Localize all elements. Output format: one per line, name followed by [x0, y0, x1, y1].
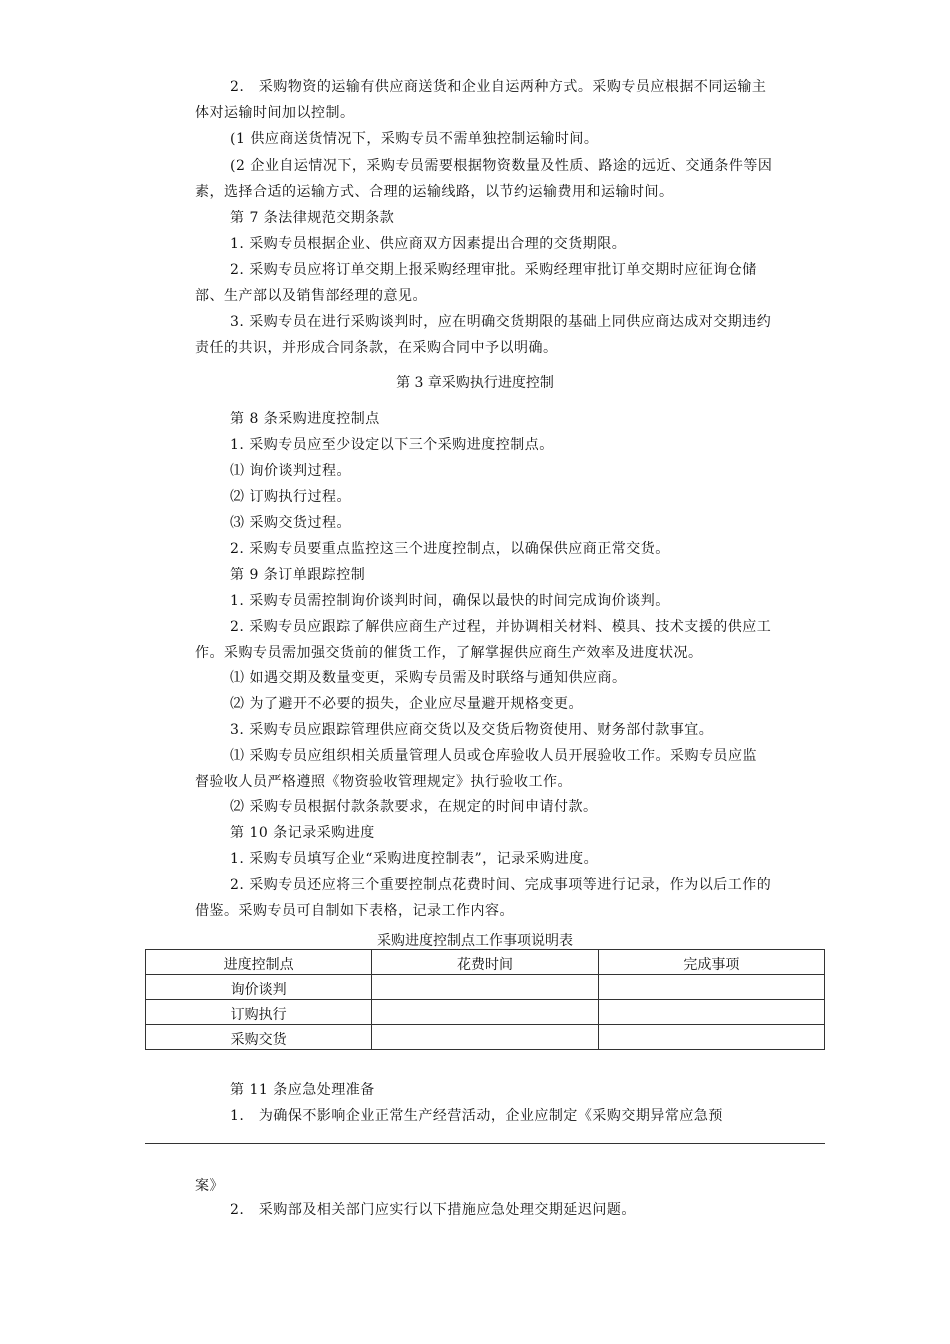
text-line: 3. 采购专员应跟踪管理供应商交货以及交货后物资使用、财务部付款事宜。	[230, 722, 714, 738]
text-line: 体对运输时间加以控制。	[195, 105, 355, 121]
table-cell	[598, 1000, 824, 1025]
text-line: ⑵ 为了避开不必要的损失，企业应尽量避开规格变更。	[230, 696, 583, 712]
text-line: 作。采购专员需加强交货前的催货工作，了解掌握供应商生产效率及进度状况。	[195, 645, 703, 661]
text-line: ⑵ 订购执行过程。	[230, 489, 351, 505]
text-line: 1. 为确保不影响企业正常生产经营活动，企业应制定《采购交期异常应急预	[230, 1108, 723, 1124]
page-divider	[145, 1143, 825, 1144]
text-line: 2. 采购专员要重点监控这三个进度控制点，以确保供应商正常交货。	[230, 541, 670, 557]
table-header-row	[146, 950, 825, 975]
text-line: 2. 采购专员还应将三个重要控制点花费时间、完成事项等进行记录，作为以后工作的	[230, 877, 772, 893]
table-header-cell: 完成事项	[598, 950, 824, 975]
table-row	[146, 1000, 825, 1025]
text-line: 2. 采购专员应跟踪了解供应商生产过程，并协调相关材料、模具、技术支援的供应工	[230, 619, 772, 635]
progress-table	[145, 949, 825, 1050]
table-caption: 采购进度控制点工作事项说明表	[377, 933, 573, 949]
table-row	[146, 1025, 825, 1050]
text-line: 1. 采购专员根据企业、供应商双方因素提出合理的交货期限。	[230, 236, 627, 252]
text-line: 1. 采购专员需控制询价谈判时间，确保以最快的时间完成询价谈判。	[230, 593, 670, 609]
text-line: 2. 采购物资的运输有供应商送货和企业自运两种方式。采购专员应根据不同运输主	[230, 79, 767, 95]
text-line: (1 供应商送货情况下，采购专员不需单独控制运输时间。	[230, 131, 599, 147]
table-cell: 采购交货	[146, 1025, 372, 1050]
article-heading: 第 11 条应急处理准备	[230, 1082, 375, 1098]
text-line: ⑵ 采购专员根据付款条款要求，在规定的时间申请付款。	[230, 799, 598, 815]
text-line: 3. 采购专员在进行采购谈判时，应在明确交货期限的基础上同供应商达成对交期违约	[230, 314, 772, 330]
table-cell: 订购执行	[146, 1000, 372, 1025]
table-header-cell: 进度控制点	[146, 950, 372, 975]
table-cell	[598, 1025, 824, 1050]
text-line: 责任的共识，并形成合同条款，在采购合同中予以明确。	[195, 340, 558, 356]
text-line: 素，选择合适的运输方式、合理的运输线路，以节约运输费用和运输时间。	[195, 184, 674, 200]
article-heading: 第 10 条记录采购进度	[230, 825, 375, 841]
article-heading: 第 8 条采购进度控制点	[230, 411, 380, 427]
text-line: 借鉴。采购专员可自制如下表格，记录工作内容。	[195, 903, 514, 919]
text-line: 督验收人员严格遵照《物资验收管理规定》执行验收工作。	[195, 774, 572, 790]
table-cell	[372, 975, 598, 1000]
text-line: 案》	[195, 1178, 224, 1194]
table-cell	[372, 1000, 598, 1025]
text-line: 2. 采购部及相关部门应实行以下措施应急处理交期延迟问题。	[230, 1202, 636, 1218]
table-cell: 询价谈判	[146, 975, 372, 1000]
article-heading: 第 9 条订单跟踪控制	[230, 567, 366, 583]
text-line: ⑶ 采购交货过程。	[230, 515, 351, 531]
table-cell	[598, 975, 824, 1000]
table-cell	[372, 1025, 598, 1050]
text-line: ⑴ 采购专员应组织相关质量管理人员或仓库验收人员开展验收工作。采购专员应监	[230, 748, 757, 764]
article-heading: 第 7 条法律规范交期条款	[230, 210, 395, 226]
chapter-title: 第 3 章采购执行进度控制	[396, 375, 554, 391]
text-line: 1. 采购专员填写企业“采购进度控制表”，记录采购进度。	[230, 851, 599, 867]
text-line: 1. 采购专员应至少设定以下三个采购进度控制点。	[230, 437, 554, 453]
text-line: (2 企业自运情况下，采购专员需要根据物资数量及性质、路途的远近、交通条件等因	[230, 158, 773, 174]
table-row	[146, 975, 825, 1000]
text-line: ⑴ 询价谈判过程。	[230, 463, 351, 479]
text-line: ⑴ 如遇交期及数量变更，采购专员需及时联络与通知供应商。	[230, 670, 627, 686]
text-line: 2. 采购专员应将订单交期上报采购经理审批。采购经理审批订单交期时应征询仓储	[230, 262, 757, 278]
table-header-cell: 花费时间	[372, 950, 598, 975]
text-line: 部、生产部以及销售部经理的意见。	[195, 288, 427, 304]
